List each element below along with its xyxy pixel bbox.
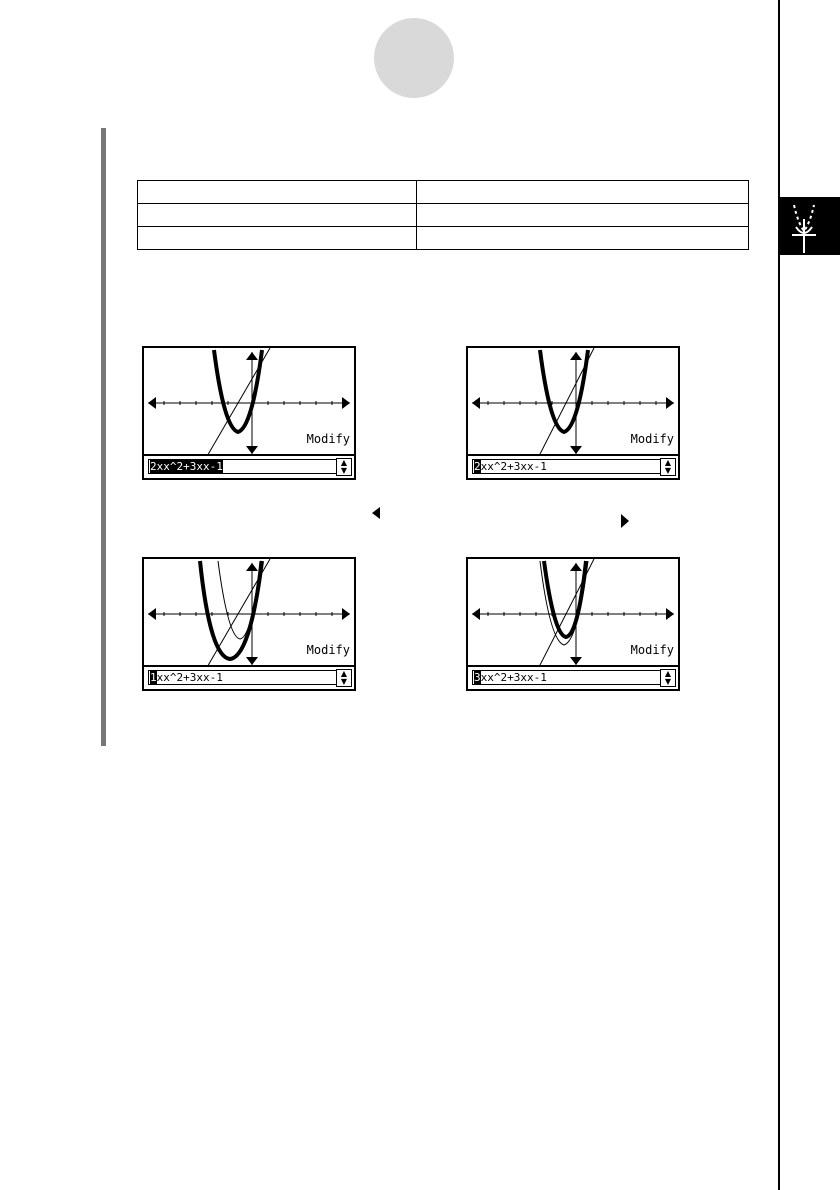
- expression-input[interactable]: [148, 459, 337, 474]
- calculator-screen-1: [142, 346, 356, 480]
- chapter-tab: [780, 197, 840, 255]
- calculator-screen-3: [142, 557, 356, 691]
- settings-table: [137, 180, 749, 250]
- calculator-screen-2: [466, 346, 680, 480]
- input-bar: [144, 454, 354, 478]
- expression-text: xx^2+3xx-1: [480, 460, 547, 473]
- cursor-char: 3: [474, 671, 481, 684]
- margin-rule: [778, 0, 780, 1190]
- selected-expression: 2xx^2+3xx-1: [150, 460, 223, 473]
- expression-input[interactable]: [472, 670, 661, 685]
- left-arrow-key-icon: [372, 507, 380, 519]
- input-bar: [144, 665, 354, 689]
- stepper-icon[interactable]: ▲ ▼: [660, 669, 676, 687]
- mode-label: Modify: [306, 643, 350, 657]
- mode-label: Modify: [630, 643, 674, 657]
- expression-text: xx^2+3xx-1: [480, 671, 547, 684]
- right-arrow-key-icon: [621, 514, 629, 528]
- stepper-icon[interactable]: ▲ ▼: [660, 458, 676, 476]
- cursor-char: 2: [474, 460, 481, 473]
- input-bar: [468, 665, 678, 689]
- mode-label: Modify: [306, 432, 350, 446]
- calculator-screen-4: [466, 557, 680, 691]
- expression-input[interactable]: [472, 459, 661, 474]
- graph-function-icon: [780, 197, 840, 255]
- table-row: [138, 227, 749, 250]
- input-bar: [468, 454, 678, 478]
- expression-text: xx^2+3xx-1: [156, 671, 223, 684]
- table-row: [138, 181, 749, 204]
- table-row: [138, 204, 749, 227]
- page-marker-circle: [374, 18, 454, 98]
- cursor-char: 1: [150, 671, 157, 684]
- mode-label: Modify: [630, 432, 674, 446]
- expression-input[interactable]: [148, 670, 337, 685]
- stepper-icon[interactable]: ▲ ▼: [336, 669, 352, 687]
- section-bar: [101, 128, 106, 746]
- stepper-icon[interactable]: ▲ ▼: [336, 458, 352, 476]
